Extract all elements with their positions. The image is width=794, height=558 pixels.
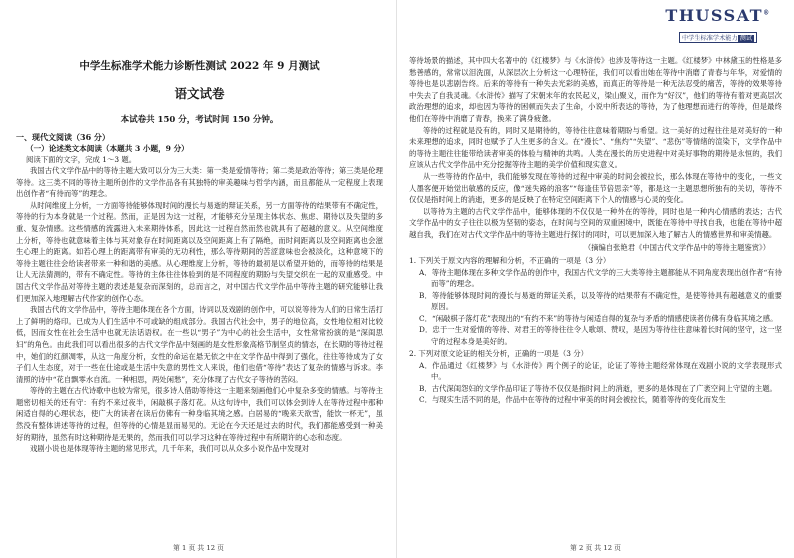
question-2-option-b: B．古代深闺怨妇的文学作品印证了等待不仅仅是指时间上的消逝，更多的是体现在了广袤空间上守望的主题。 — [419, 383, 777, 393]
section-heading: 一、现代文阅读（36 分） — [16, 132, 110, 142]
passage-source: （摘编自张艳君《中国古代文学作品中的等待主题鉴赏》） — [583, 242, 770, 252]
logo-wordmark: THUSSAT® — [665, 6, 771, 25]
passage-paragraph: 以等待为主题的古代文学作品中，能够体现的不仅仅是一种外在的等待，同时也是一种内心情感的表达；古代文学作品中的女子往往以极为坚韧的姿态，在时间与空间的双重困境中，既能在等待中寻找自我，也能在等待中超越自我，我们在对古代文学作品中的等待主题进行探讨的同时，可以更加深入地了解古人的情感世界和审美情趣。 — [409, 206, 782, 239]
passage-paragraph: 等待的主题在古代诗歌中也较为常见，很多诗人借助等待这一主题来刻画他们心中复杂多变的情感。与等待主题密切相关的还有守：有约不来过夜半，闲敲棋子落灯花。从这句诗中，我们可以体会到诗人在等待过程中那种闲适自得的心理状态，使广大的读者在读后仿佛有一种身临其境之感。白居易的“晚来天欲雪，能饮一杯无”，虽然没有整体讲述等待的过程，但等待的心情是显而易见的。无论在今天还是过去的时代，我们都能感受到一种美好的期待，虽然有时这种期待是无果的，然而我们可以学习这种在等待过程中有所期许的心态和态度。 — [16, 386, 383, 442]
reading-instruction: 阅读下面的文字，完成 1～3 题。 — [26, 155, 137, 164]
page-footer: 第 1 页 共 12 页 — [173, 544, 224, 552]
passage-paragraph: 戏剧小说也是体现等待主题的常见形式，几千年来，我们可以从众多小说作品中发现对 — [29, 444, 310, 454]
question-1-option-b: B．等待能够体现时间的漫长与易逝的辩证关系，以及等待的结果带有不确定性，是使等待具有超越意义的重要原因。 — [419, 290, 782, 312]
passage-paragraph: 等待场景的描述，其中四大名著中的《红楼梦》与《水浒传》也涉及等待这一主题。《红楼梦》中林黛玉的性格是多愁善感的，常常以泪洗面，从深层次上分析这一心理特征，我们可以看出她在等待中消磨了青春与年华，对爱情的等待也是以悲剧告终。后来的等待有一种失去光彩的美感，而真正的等待是一种无法忍受的痛苦，等待的效果等待中失去了自我灵魂。《水浒传》描写了宋朝末年的农民起义，梁山聚义，而作为“好汉”，他们的等待有着对更高层次政治理想的追求，却也因为等待的困顿而失去了生命，小说中所表达的等待，为了他理想而进行的等待，但是最终他们在等待中消磨了青春，换来了满身疲惫。 — [409, 56, 782, 123]
question-1-option-a: A．等待主题体现在多种文学作品的创作中，我国古代文学的三大类等待主题都能从不同角度表现出创作者“有待而等”的理念。 — [419, 267, 782, 289]
exam-title: 中学生标准学术能力诊断性测试 2022 年 9 月测试 — [79, 60, 320, 72]
exam-info: 本试卷共 150 分，考试时间 150 分钟。 — [120, 115, 279, 125]
question-2-option-a: A．作品通过《红楼梦》与《水浒传》两个例子的论证，论证了等待主题经常体现在戏剧小说的文学表现形式中。 — [419, 360, 782, 382]
passage-paragraph: 我国古代的文学作品中，等待主题体现在各个方面，诗词以及戏剧的创作中，可以说等待为人们的日常生活打上了鲜明的烙印。已成为人们生活中不可或缺的组成部分。我国古代社会中，男子的地位高，女性地位相对比较低，因而女性在社会生活中也就无法话语权。在一些以“男子”为中心的社会生活中，女性常常扮演的是“深闺思妇”的角色。由此我们可以看出很多的古代文学作品中刻画的是女性形象高格节制坚贞的情态，在长期的等待过程中，她们的红颜凋零，从这一角度分析，女性的命运在悬无依之中在文学作品中得到了强化，往往等待成为了女子们人生态度，对于一些在仕途或是生活中失意的男性文人来说，他们也借“等待”表达了复杂的情感与诉求。李清照的诗中“花自飘零水自流。一种相思，两处闲愁”，充分体现了古代女子等待的苦闷。 — [16, 305, 383, 384]
exam-page-2 — [397, 0, 794, 558]
logo-subtitle: 中学生标准学术能力 测试 — [679, 32, 757, 43]
question-1-option-c: C．“闲敲棋子落灯花”表现出的“有约不来”的等待与闲适自得的复杂与矛盾的情感使读者仿佛有身临其境之感。 — [419, 313, 778, 323]
question-1: 1. 下列关于原文内容的理解和分析，不正确的一项是（3 分） — [409, 255, 611, 265]
subsection-heading: （一）论述类文本阅读（本题共 3 小题，9 分） — [26, 144, 189, 153]
subject-title: 语文试卷 — [174, 86, 225, 101]
question-2: 2. 下列对原文论证的相关分析，正确的一项是（3 分） — [409, 348, 589, 358]
passage-paragraph: 等待的过程就是没有的，同时又是期待的，等待往往意味着期盼与希望。这一美好的过程往往是对美好的一种未来理想的追求，同时也赋予了人生更多的含义。在“漫长”、“焦灼”“失望”、“悲伤”等情绪的渲染下，文学作品中的等待主题往往能带给读者审美的体验与精神的共鸣。人类在漫长的历史进程中对美好事物的期待是永恒的，我们应该从古代文学作品中充分挖掘等待主题的美学价值和现实意义。 — [409, 125, 782, 170]
thussat-logo — [658, 6, 778, 44]
question-1-option-d: D．忠于一生对爱情的等待、对君王的等待往往令人歌颂、赞叹，是因为等待往往意味着长时间的坚守，这一坚守的过程本身是美好的。 — [419, 325, 782, 347]
passage-paragraph: 从一些等待的作品中，我们能够发现在等待的过程中审美的时间会被拉长，那么体现在等待中的变化，一些文人墨客便开始觉出敏感的反应，像“迷失路的浪客”“每逢佳节倍思亲”等，都是这一主题思想所独有的关切，等待不仅仅是指时间上的消逝，更多的是反映了在特定空间距离下个人的情感与心灵的变化。 — [409, 171, 782, 205]
question-2-option-c: C．与现实生活不同的是，作品中在等待的过程中审美的时间会被拉长，随着等待的变化而发生 — [419, 395, 726, 405]
page-footer: 第 2 页 共 12 页 — [570, 544, 621, 552]
passage-paragraph: 我国古代文学作品中的等待主题大致可以分为三大类：第一类是爱情等待；第二类是政治等待；第三类是伦理等待。这三类不同的等待主题所创作的文学作品各有其独特的审美趣味与哲学内涵，而且都能从一定程度上表现出创作者“有待而等”的理念。 — [16, 166, 383, 199]
passage-paragraph: 从时间维度上分析，一方面等待能够体现时间的漫长与易逝的辩证关系，另一方面等待的结果带有不确定性，等待的行为本身就是一个过程。然而，正是因为这一过程，才能够充分呈现主体状态、焦虑、期待以及失望的多重、复杂情感。这些情感的流露进入未来期待体系，因此这一过程自然而然也就具有了超越的意义。从空间维度上分析，等待也就意味着主体与其对象存在时间距离以及空间距离上有了隔绝，而时间距离以及空间距离也会滋生心理上的距离。如若心理上的距离带有审美的无功利性，那么等待期间的苦涩意味也会被淡化，这种意境下的等待主题往往会给读者带来一种和谐的美感。从心理维度上分析，等待的最初是以希望开始的，而等待的结果是让人无法猜测的，带有不确定性。等待的主体往往体验到的是不同程度的期盼与失望交织在一起的双重感受。中国古代文学作品对等待主题的表述是复杂而深刻的，总而言之，对中国古代文学作品中等待主题的研究能够让我们更加深入地理解古代作家的创作心态。 — [16, 200, 383, 303]
